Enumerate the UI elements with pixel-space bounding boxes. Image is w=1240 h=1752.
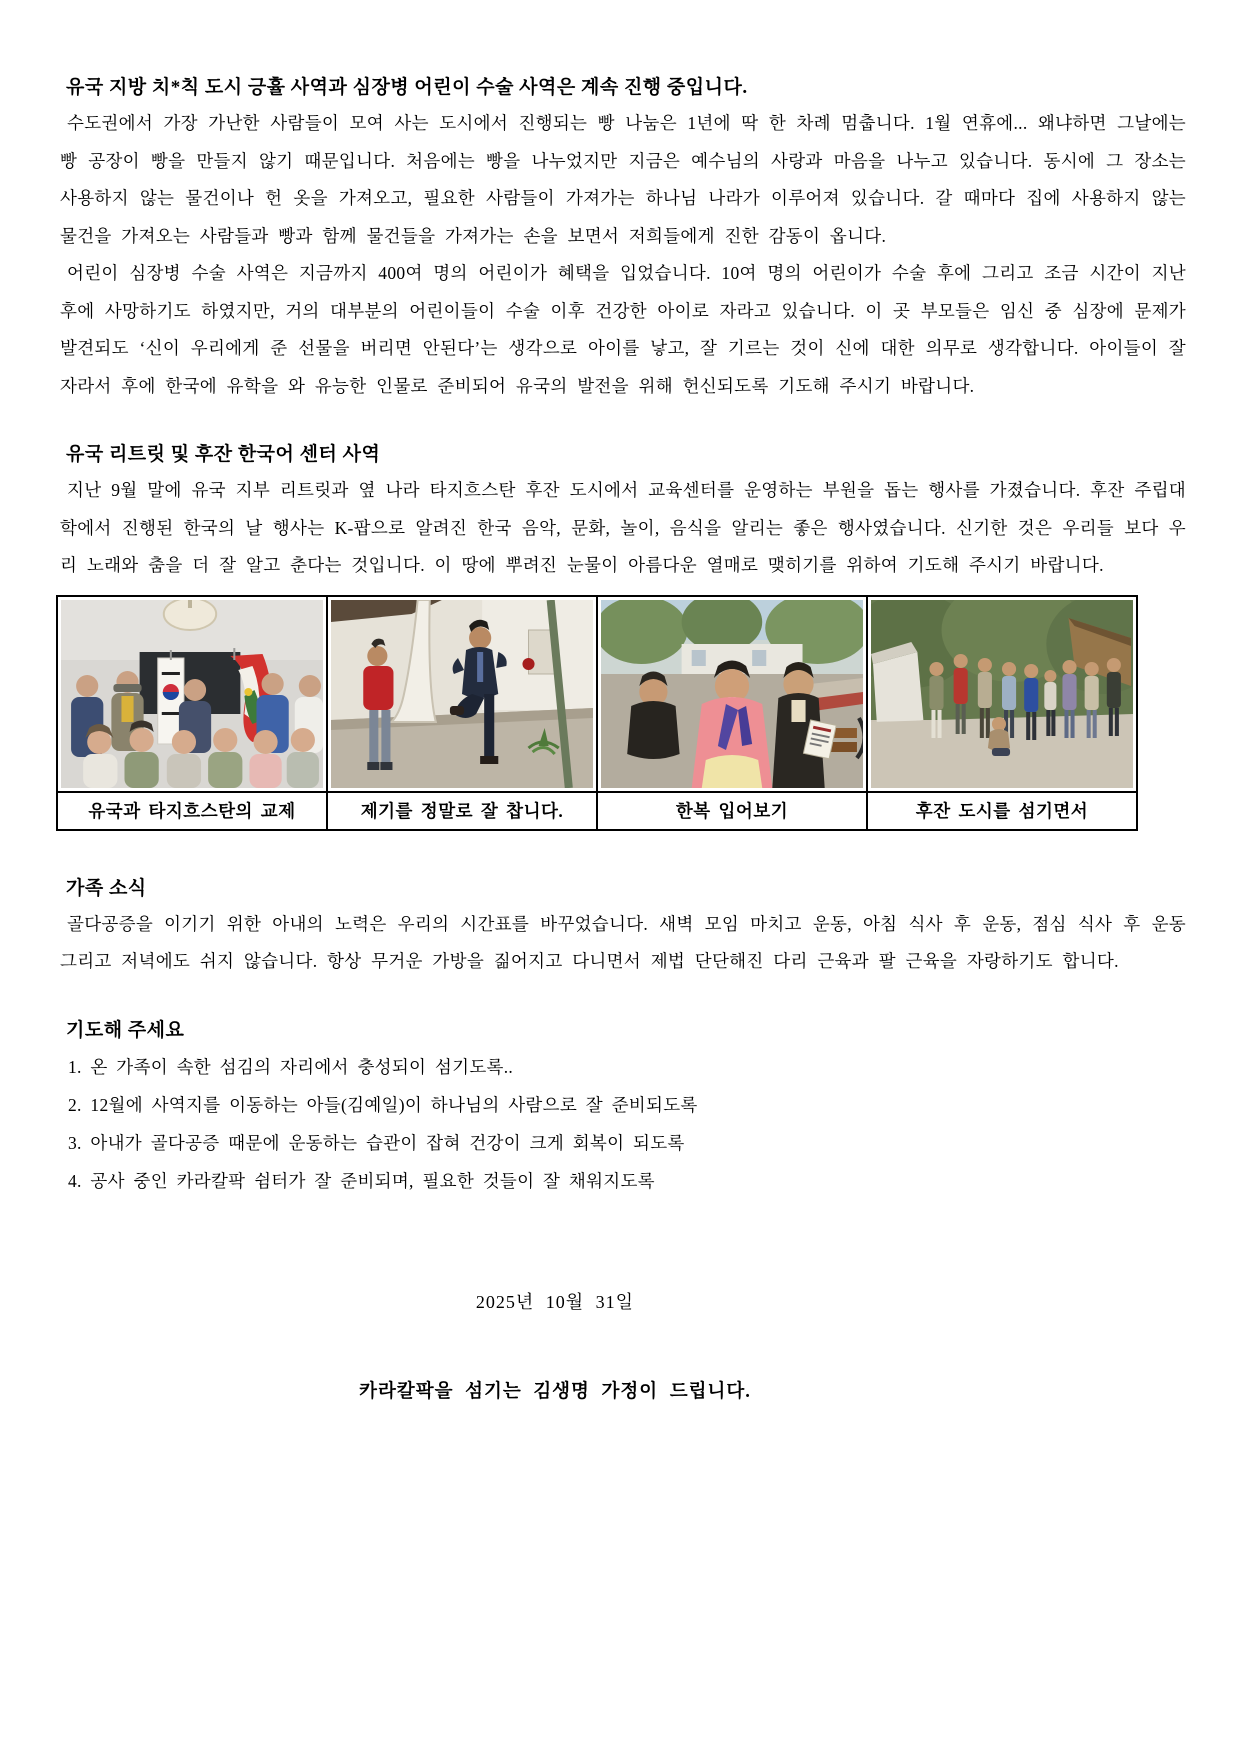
photo-cell-4 [867,596,1137,792]
photo-indoor-group [61,600,323,788]
photo-caption-2: 제기를 정말로 잘 찹니다. [327,792,597,830]
photo-caption-3: 한복 입어보기 [597,792,867,830]
photo-cell-2 [327,596,597,792]
prayer-item-2: 2. 12월에 사역지를 이동하는 아들(김예일)이 하나님의 사람으로 잘 준비되도록 [68,1094,698,1115]
section-gap [60,865,1186,873]
photo-caption-4: 후잔 도시를 섬기면서 [867,792,1137,830]
photo-caption-1: 유국과 타지흐스탄의 교제 [57,792,327,830]
section2-title: 유국 리트릿 및 후잔 한국어 센터 사역 [66,444,381,465]
photo-cell-1 [57,596,327,792]
photo-jegi-kicking [331,600,593,788]
photo-khujand-group [871,600,1133,788]
newsletter-date: 2025년 10월 31일 [475,1291,635,1312]
photo-table [56,595,1138,831]
prayer-item-3: 3. 아내가 골다공증 때문에 운동하는 습관이 잡혀 건강이 크게 회복이 되도록 [68,1132,685,1153]
photo-row [57,596,1137,792]
photo-hanbok [601,600,863,788]
section-gap [60,831,1186,865]
section2-paragraph-1: 지난 9월 말에 유국 지부 리트릿과 옆 나라 타지흐스탄 후잔 도시에서 교육센터를 운영하는 부원을 돕는 행사를 가졌습니다. 후잔 주립대학에서 진행된 한국의 날 행사는 K-팝으로 알려진 한국 음악, 문화, 놀이, 음식을 알리는 좋은 행사였습니다. 신기한 것은 우리들 보다 우리 노래와 춤을 더 잘 알고 춘다는 것입니다. 이 땅에 뿌려진 눈물이 아름다운 열매로 맺히기를 위하여 기도해 주시기 바랍니다. [60,480,1186,575]
caption-row [57,792,1137,830]
section-gap [60,981,1186,1015]
footer-gap [60,1200,1186,1288]
prayer-item-1: 1. 온 가족이 속한 섬김의 자리에서 충성되이 섬기도록.. [68,1056,514,1077]
footer [60,1288,1050,1403]
newsletter-closing: 카라칼팍을 섬기는 김생명 가정이 드립니다. [359,1381,751,1402]
family-news-paragraph: 골다공증을 이기기 위한 아내의 노력은 우리의 시간표를 바꾸었습니다. 새벽 모임 마치고 운동, 아침 식사 후 운동, 점심 식사 후 운동 그리고 저녁에도 쉬지 않습니다. 항상 무거운 가방을 짊어지고 다니면서 제법 단단해진 다리 근육과 팔 근육을 자랑하기도 합니다. [60,913,1186,971]
prayer-title: 기도해 주세요 [66,1019,185,1041]
prayer-item-4: 4. 공사 중인 카라칼팍 쉼터가 잘 준비되며, 필요한 것들이 잘 채워지도록 [68,1170,655,1191]
section-gap [60,405,1186,439]
newsletter-page [60,72,1186,1403]
section1-paragraph-2: 어린이 심장병 수술 사역은 지금까지 400여 명의 어린이가 혜택을 입었습니다. 10여 명의 어린이가 수술 후에 그리고 조금 시간이 지난 후에 사망하기도 하였지만, 거의 대부분의 어린이들이 수술 이후 건강한 아이로 자라고 있습니다. 이 곳 부모들은 임신 중 심장에 문제가 발견되도 ‘신이 우리에게 준 선물을 버리면 안된다’는 생각으로 아이를 낳고, 잘 기르는 것이 신에 대한 의무로 생각합니다. 아이들이 잘 자라서 후에 한국에 유학을 와 유능한 인물로 준비되어 유국의 발전을 위해 헌신되도록 기도해 주시기 바랍니다. [60,263,1186,396]
family-news-title: 가족 소식 [66,877,147,899]
section1-paragraph-1: 수도권에서 가장 가난한 사람들이 모여 사는 도시에서 진행되는 빵 나눔은 1년에 딱 한 차례 멈춥니다. 1월 연휴에... 왜냐하면 그날에는 빵 공장이 빵을 만들지 않기 때문입니다. 처음에는 빵을 나누었지만 지금은 예수님의 사랑과 마음을 나누고 있습니다. 동시에 그 장소는 사용하지 않는 물건이나 헌 옷을 가져오고, 필요한 사람들이 가져가는 하나님 나라가 이루어져 있습니다. 갈 때마다 집에 사용하지 않는 물건을 가져오는 사람들과 빵과 함께 물건들을 가져가는 손을 보면서 저희들에게 진한 감동이 옵니다. [60,113,1186,246]
section1-title: 유국 지방 치*칙 도시 긍휼 사역과 심장병 어린이 수술 사역은 계속 진행 중입니다. [66,77,748,98]
photo-cell-3 [597,596,867,792]
